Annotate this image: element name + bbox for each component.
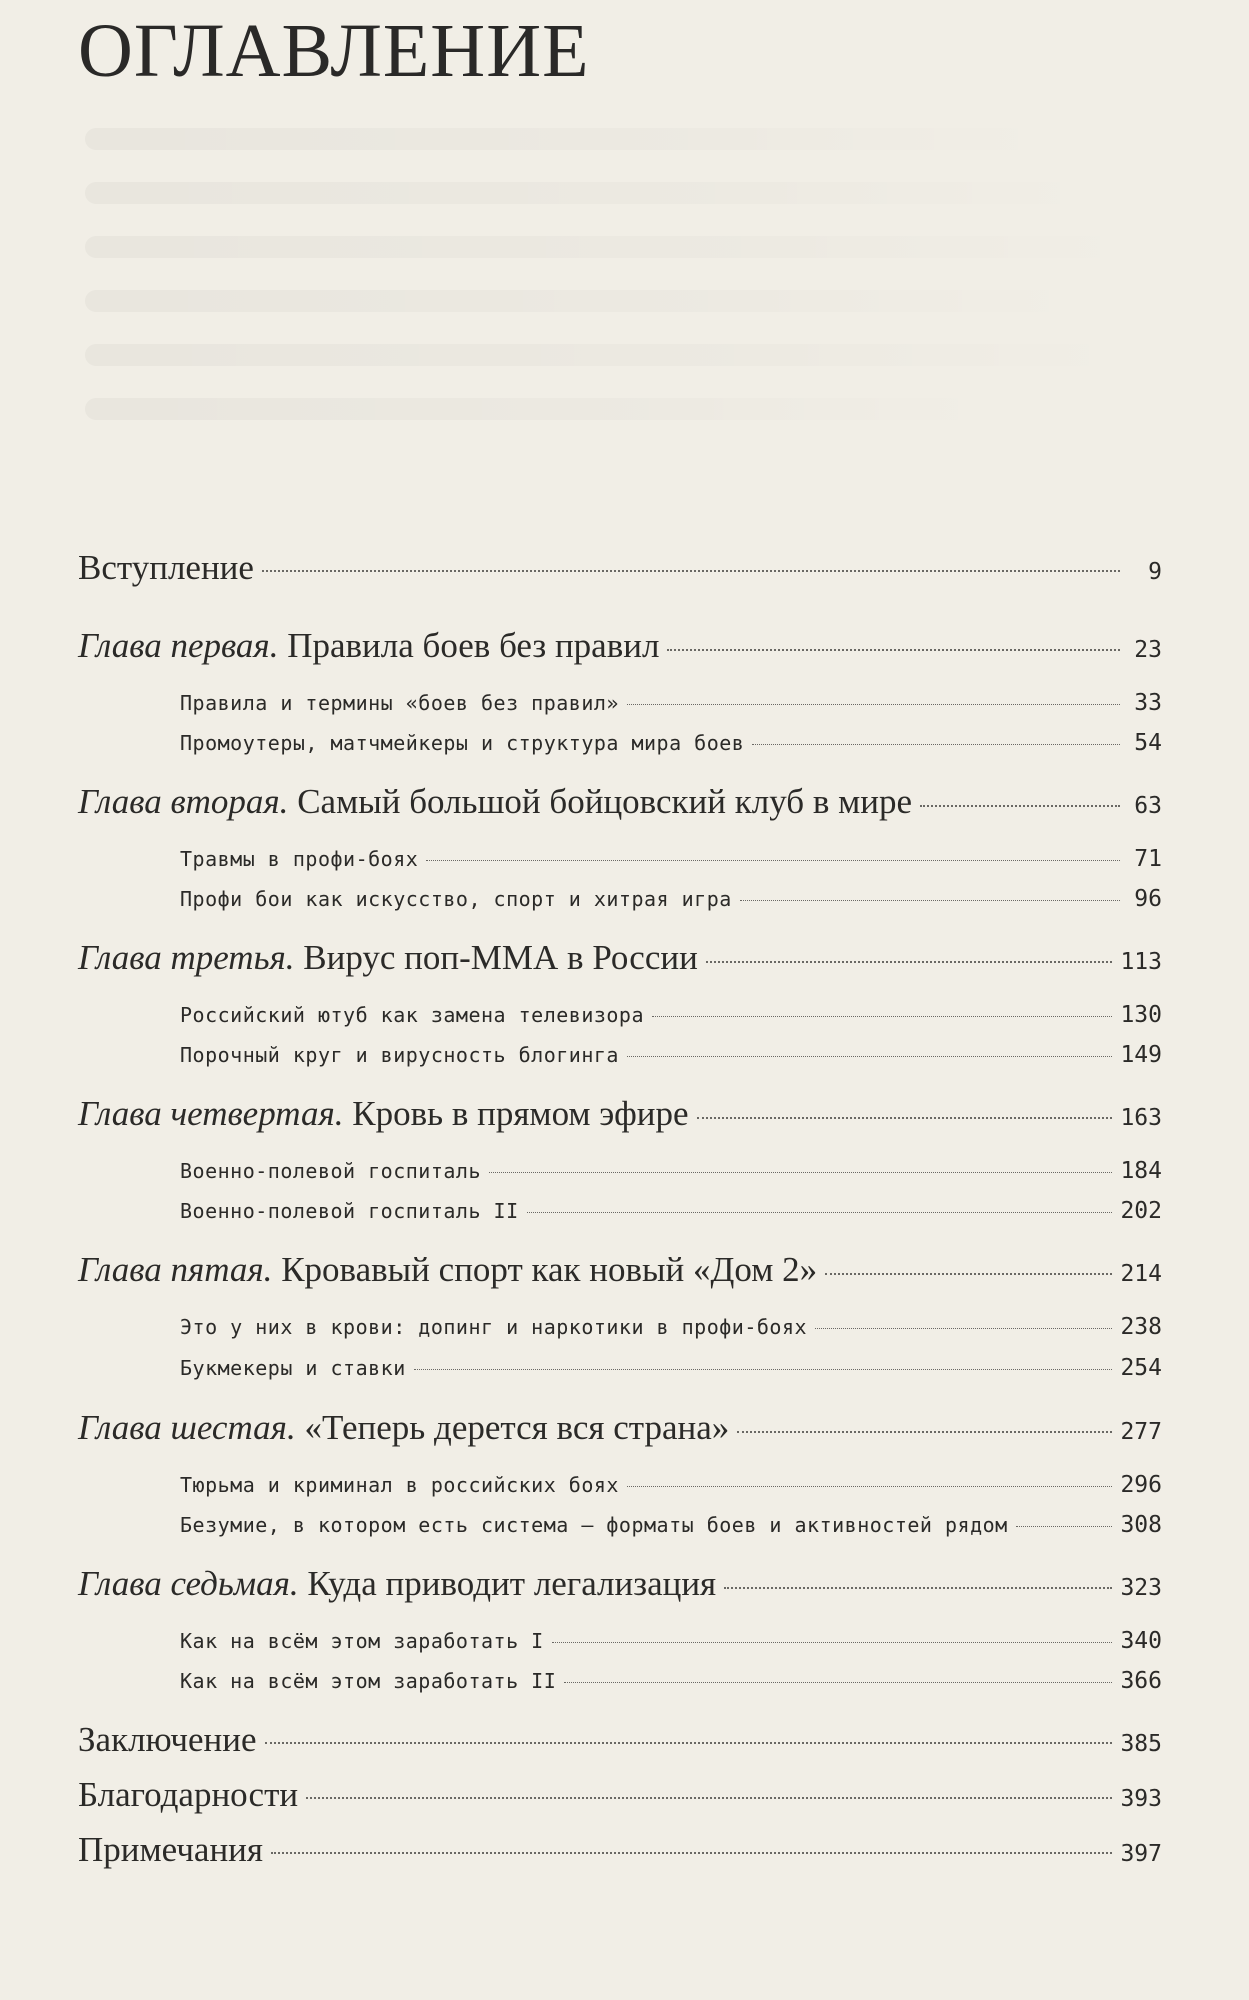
toc-chapter-5[interactable] [78,1250,1162,1290]
dot-leader [815,1328,1112,1329]
subsection-title: Военно-полевой госпиталь [180,1159,481,1183]
entry-title: Примечания [78,1830,264,1869]
dot-leader [724,1587,1112,1589]
chapter-prefix: Глава пятая. [78,1250,273,1289]
dot-leader [920,805,1120,807]
subsection-title: Букмекеры и ставки [180,1356,406,1380]
subsection-title: Травмы в профи-боях [180,847,419,871]
page-number: 366 [1120,1668,1162,1694]
toc-entry-notes[interactable] [78,1830,1162,1870]
page-number: 9 [1148,559,1162,585]
chapter-heading [78,1564,716,1604]
page-number: 96 [1134,886,1162,912]
subsection-title: Военно-полевой госпиталь II [180,1199,519,1223]
toc-entry-intro[interactable] [78,548,1162,588]
chapter-title: Вирус поп-ММА в России [303,938,698,977]
dot-leader [737,1431,1112,1433]
toc-subsection[interactable] [180,1314,1162,1340]
page-number: 254 [1120,1355,1162,1381]
toc-subsection[interactable] [180,1668,1162,1694]
page-number: 163 [1120,1105,1162,1131]
dot-leader [697,1117,1113,1119]
page-number: 308 [1120,1512,1162,1538]
dot-leader [652,1016,1112,1017]
chapter-heading [78,626,659,666]
dot-leader [627,1486,1113,1487]
entry-title: Вступление [78,548,254,587]
toc-chapter-3[interactable] [78,938,1162,978]
toc-chapter-1[interactable] [78,626,1162,666]
page-number: 23 [1134,637,1162,663]
chapter-heading [78,1408,729,1448]
toc-subsection[interactable] [180,730,1162,756]
dot-leader [667,649,1120,651]
dot-leader [265,1742,1113,1744]
toc-subsection[interactable] [180,1472,1162,1498]
dot-leader [489,1172,1112,1173]
toc-subsection[interactable] [180,690,1162,716]
chapter-heading [78,1250,817,1290]
toc-subsection[interactable] [180,1042,1162,1068]
subsection-title: Тюрьма и криминал в российских боях [180,1473,619,1497]
dot-leader [825,1273,1112,1275]
chapter-title: Кровавый спорт как новый «Дом 2» [281,1250,818,1289]
toc-chapter-4[interactable] [78,1094,1162,1134]
page-number: 113 [1120,949,1162,975]
subsection-title: Промоутеры, матчмейкеры и структура мира боев [180,731,745,755]
subsection-title: Как на всём этом заработать I [180,1629,544,1653]
toc-subsection[interactable] [180,886,1162,912]
page-number: 71 [1134,846,1162,872]
page-number: 54 [1134,730,1162,756]
page-number: 277 [1120,1419,1162,1445]
subsection-title: Российский ютуб как замена телевизора [180,1003,645,1027]
chapter-title: Самый большой бойцовский клуб в мире [297,782,913,821]
toc-subsection[interactable] [180,846,1162,872]
toc-entry-acknowledgements[interactable] [78,1775,1162,1815]
dot-leader [426,860,1120,861]
page-number: 393 [1120,1786,1162,1812]
toc-subsection[interactable] [180,1198,1162,1224]
entry-title: Благодарности [78,1775,299,1814]
subsection-title: Как на всём этом заработать II [180,1669,557,1693]
page-number: 63 [1134,793,1162,819]
toc-chapter-7[interactable] [78,1564,1162,1604]
dot-leader [752,744,1120,745]
page-number: 184 [1120,1158,1162,1184]
page-number: 202 [1120,1198,1162,1224]
entry-title: Заключение [78,1720,257,1759]
chapter-prefix: Глава вторая. [78,782,289,821]
chapter-prefix: Глава шестая. [78,1408,296,1447]
page-number: 33 [1134,690,1162,716]
dot-leader [414,1369,1113,1370]
chapter-heading [78,938,698,978]
subsection-title: Правила и термины «боев без правил» [180,691,619,715]
dot-leader [306,1797,1112,1799]
page-title: ОГЛАВЛЕНИЕ [78,9,590,93]
toc-chapter-6[interactable] [78,1408,1162,1448]
dot-leader [627,704,1120,705]
toc-subsection[interactable] [180,1628,1162,1654]
dot-leader [740,900,1120,901]
page-number: 397 [1120,1841,1162,1867]
chapter-heading [78,1094,689,1134]
chapter-title: Правила боев без правил [287,626,660,665]
dot-leader [262,570,1120,572]
chapter-title: Куда приводит легализация [307,1564,717,1603]
subsection-title: Безумие, в котором есть система – форматы боев и активностей рядом [180,1513,1008,1537]
chapter-prefix: Глава четвертая. [78,1094,344,1133]
toc-entry-conclusion[interactable] [78,1720,1162,1760]
subsection-title: Это у них в крови: допинг и наркотики в профи-боях [180,1315,808,1339]
chapter-prefix: Глава третья. [78,938,295,977]
page-number: 340 [1120,1628,1162,1654]
subsection-title: Порочный круг и вирусность блогинга [180,1043,619,1067]
page-number: 296 [1120,1472,1162,1498]
toc-subsection[interactable] [180,1158,1162,1184]
toc-subsection[interactable] [180,1512,1162,1538]
page-number: 214 [1120,1261,1162,1287]
toc-subsection[interactable] [180,1355,1162,1381]
dot-leader [271,1852,1112,1854]
dot-leader [527,1212,1113,1213]
toc-chapter-2[interactable] [78,782,1162,822]
page-number: 130 [1120,1002,1162,1028]
chapter-heading [78,782,912,822]
dot-leader [627,1056,1113,1057]
dot-leader [552,1642,1113,1643]
page-number: 238 [1120,1314,1162,1340]
chapter-prefix: Глава первая. [78,626,279,665]
dot-leader [706,961,1113,963]
chapter-title: «Теперь дерется вся страна» [304,1408,730,1447]
subsection-title: Профи бои как искусство, спорт и хитрая игра [180,887,732,911]
dot-leader [564,1682,1112,1683]
page-number: 323 [1120,1575,1162,1601]
page-number: 149 [1120,1042,1162,1068]
page-number: 385 [1120,1731,1162,1757]
toc-subsection[interactable] [180,1002,1162,1028]
chapter-title: Кровь в прямом эфире [352,1094,689,1133]
chapter-prefix: Глава седьмая. [78,1564,299,1603]
dot-leader [1016,1526,1113,1527]
